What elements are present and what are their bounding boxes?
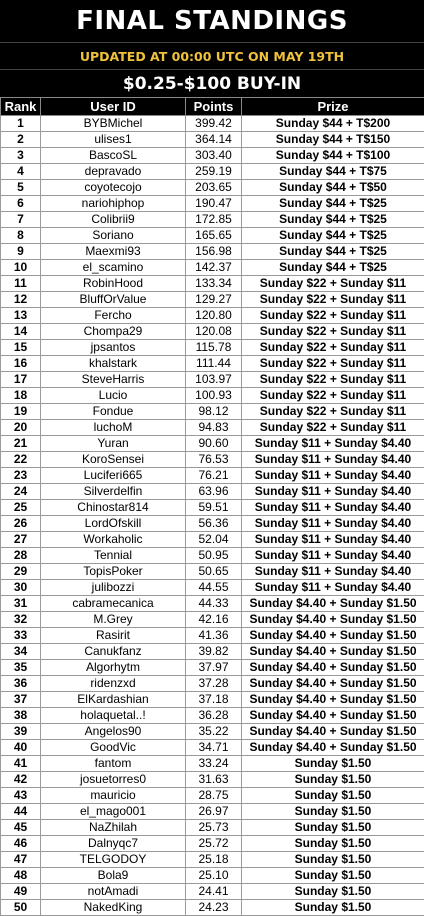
user-id-cell: RobinHood xyxy=(41,276,186,292)
table-row xyxy=(1,820,424,836)
points-cell: 115.78 xyxy=(186,340,242,356)
rank-cell: 5 xyxy=(1,180,41,196)
prize-cell: Sunday $22 + Sunday $11 xyxy=(242,324,424,340)
points-cell: 90.60 xyxy=(186,436,242,452)
user-id-cell: TELGODOY xyxy=(41,852,186,868)
rank-cell: 25 xyxy=(1,500,41,516)
table-row xyxy=(1,660,424,676)
column-header-user-id: User ID xyxy=(41,98,186,116)
rank-cell: 44 xyxy=(1,804,41,820)
points-cell: 98.12 xyxy=(186,404,242,420)
column-header-rank: Rank xyxy=(1,98,41,116)
table-row xyxy=(1,772,424,788)
points-cell: 50.65 xyxy=(186,564,242,580)
prize-cell: Sunday $1.50 xyxy=(242,772,424,788)
points-cell: 76.21 xyxy=(186,468,242,484)
points-cell: 26.97 xyxy=(186,804,242,820)
prize-cell: Sunday $1.50 xyxy=(242,804,424,820)
prize-cell: Sunday $22 + Sunday $11 xyxy=(242,292,424,308)
rank-cell: 40 xyxy=(1,740,41,756)
prize-cell: Sunday $4.40 + Sunday $1.50 xyxy=(242,628,424,644)
table-row xyxy=(1,580,424,596)
points-cell: 37.28 xyxy=(186,676,242,692)
rank-cell: 18 xyxy=(1,388,41,404)
points-cell: 142.37 xyxy=(186,260,242,276)
prize-cell: Sunday $4.40 + Sunday $1.50 xyxy=(242,708,424,724)
rank-cell: 1 xyxy=(1,116,41,132)
user-id-cell: Canukfanz xyxy=(41,644,186,660)
user-id-cell: SteveHarris xyxy=(41,372,186,388)
points-cell: 24.41 xyxy=(186,884,242,900)
table-row xyxy=(1,260,424,276)
points-cell: 100.93 xyxy=(186,388,242,404)
table-row xyxy=(1,852,424,868)
table-row xyxy=(1,148,424,164)
user-id-cell: Tennial xyxy=(41,548,186,564)
rank-cell: 20 xyxy=(1,420,41,436)
user-id-cell: Angelos90 xyxy=(41,724,186,740)
user-id-cell: Algorhytm xyxy=(41,660,186,676)
user-id-cell: Dalnyqc7 xyxy=(41,836,186,852)
points-cell: 120.08 xyxy=(186,324,242,340)
rank-cell: 14 xyxy=(1,324,41,340)
user-id-cell: Chompa29 xyxy=(41,324,186,340)
table-row xyxy=(1,644,424,660)
points-cell: 103.97 xyxy=(186,372,242,388)
prize-cell: Sunday $22 + Sunday $11 xyxy=(242,308,424,324)
rank-cell: 12 xyxy=(1,292,41,308)
user-id-cell: Fercho xyxy=(41,308,186,324)
points-cell: 37.97 xyxy=(186,660,242,676)
user-id-cell: holaquetal..! xyxy=(41,708,186,724)
points-cell: 111.44 xyxy=(186,356,242,372)
prize-cell: Sunday $22 + Sunday $11 xyxy=(242,340,424,356)
points-cell: 25.72 xyxy=(186,836,242,852)
prize-cell: Sunday $22 + Sunday $11 xyxy=(242,420,424,436)
points-cell: 190.47 xyxy=(186,196,242,212)
table-row xyxy=(1,788,424,804)
points-cell: 203.65 xyxy=(186,180,242,196)
table-row xyxy=(1,676,424,692)
points-cell: 56.36 xyxy=(186,516,242,532)
points-cell: 37.18 xyxy=(186,692,242,708)
rank-cell: 3 xyxy=(1,148,41,164)
table-row xyxy=(1,548,424,564)
table-row xyxy=(1,612,424,628)
prize-cell: Sunday $11 + Sunday $4.40 xyxy=(242,532,424,548)
prize-cell: Sunday $22 + Sunday $11 xyxy=(242,404,424,420)
rank-cell: 9 xyxy=(1,244,41,260)
user-id-cell: Colibrii9 xyxy=(41,212,186,228)
prize-cell: Sunday $44 + T$25 xyxy=(242,244,424,260)
prize-cell: Sunday $4.40 + Sunday $1.50 xyxy=(242,724,424,740)
table-row xyxy=(1,628,424,644)
prize-cell: Sunday $4.40 + Sunday $1.50 xyxy=(242,660,424,676)
points-cell: 25.18 xyxy=(186,852,242,868)
table-row xyxy=(1,692,424,708)
rank-cell: 21 xyxy=(1,436,41,452)
rank-cell: 45 xyxy=(1,820,41,836)
rank-cell: 15 xyxy=(1,340,41,356)
points-cell: 259.19 xyxy=(186,164,242,180)
rank-cell: 42 xyxy=(1,772,41,788)
table-row xyxy=(1,244,424,260)
prize-cell: Sunday $1.50 xyxy=(242,868,424,884)
user-id-cell: Workaholic xyxy=(41,532,186,548)
points-cell: 303.40 xyxy=(186,148,242,164)
table-row xyxy=(1,388,424,404)
user-id-cell: Soriano xyxy=(41,228,186,244)
prize-cell: Sunday $11 + Sunday $4.40 xyxy=(242,564,424,580)
prize-cell: Sunday $22 + Sunday $11 xyxy=(242,276,424,292)
user-id-cell: NaZhilah xyxy=(41,820,186,836)
points-cell: 36.28 xyxy=(186,708,242,724)
prize-cell: Sunday $22 + Sunday $11 xyxy=(242,388,424,404)
user-id-cell: BascoSL xyxy=(41,148,186,164)
table-row xyxy=(1,372,424,388)
prize-cell: Sunday $4.40 + Sunday $1.50 xyxy=(242,692,424,708)
points-cell: 44.33 xyxy=(186,596,242,612)
table-row xyxy=(1,452,424,468)
table-row xyxy=(1,596,424,612)
prize-cell: Sunday $44 + T$200 xyxy=(242,116,424,132)
table-row xyxy=(1,212,424,228)
table-row xyxy=(1,836,424,852)
rank-cell: 16 xyxy=(1,356,41,372)
prize-cell: Sunday $4.40 + Sunday $1.50 xyxy=(242,740,424,756)
rank-cell: 35 xyxy=(1,660,41,676)
table-row xyxy=(1,468,424,484)
table-row xyxy=(1,708,424,724)
points-cell: 33.24 xyxy=(186,756,242,772)
rank-cell: 33 xyxy=(1,628,41,644)
rank-cell: 32 xyxy=(1,612,41,628)
user-id-cell: ElKardashian xyxy=(41,692,186,708)
rank-cell: 30 xyxy=(1,580,41,596)
rank-cell: 26 xyxy=(1,516,41,532)
points-cell: 399.42 xyxy=(186,116,242,132)
table-row xyxy=(1,900,424,916)
points-cell: 24.23 xyxy=(186,900,242,916)
table-row xyxy=(1,340,424,356)
points-cell: 52.04 xyxy=(186,532,242,548)
prize-cell: Sunday $1.50 xyxy=(242,788,424,804)
points-cell: 34.71 xyxy=(186,740,242,756)
user-id-cell: depravado xyxy=(41,164,186,180)
user-id-cell: NakedKing xyxy=(41,900,186,916)
prize-cell: Sunday $4.40 + Sunday $1.50 xyxy=(242,596,424,612)
table-row xyxy=(1,804,424,820)
prize-cell: Sunday $1.50 xyxy=(242,900,424,916)
points-cell: 156.98 xyxy=(186,244,242,260)
prize-cell: Sunday $4.40 + Sunday $1.50 xyxy=(242,676,424,692)
points-cell: 133.34 xyxy=(186,276,242,292)
rank-cell: 17 xyxy=(1,372,41,388)
table-row xyxy=(1,724,424,740)
user-id-cell: KoroSensei xyxy=(41,452,186,468)
user-id-cell: el_scamino xyxy=(41,260,186,276)
points-cell: 39.82 xyxy=(186,644,242,660)
user-id-cell: notAmadi xyxy=(41,884,186,900)
prize-cell: Sunday $11 + Sunday $4.40 xyxy=(242,468,424,484)
prize-cell: Sunday $44 + T$75 xyxy=(242,164,424,180)
points-cell: 50.95 xyxy=(186,548,242,564)
points-cell: 35.22 xyxy=(186,724,242,740)
points-cell: 42.16 xyxy=(186,612,242,628)
user-id-cell: Chinostar814 xyxy=(41,500,186,516)
user-id-cell: Luciferi665 xyxy=(41,468,186,484)
table-row xyxy=(1,564,424,580)
rank-cell: 49 xyxy=(1,884,41,900)
table-row xyxy=(1,740,424,756)
page-title: FINAL STANDINGS xyxy=(0,0,424,42)
table-row xyxy=(1,516,424,532)
user-id-cell: Bola9 xyxy=(41,868,186,884)
prize-cell: Sunday $1.50 xyxy=(242,756,424,772)
prize-cell: Sunday $11 + Sunday $4.40 xyxy=(242,516,424,532)
prize-cell: Sunday $11 + Sunday $4.40 xyxy=(242,580,424,596)
prize-cell: Sunday $11 + Sunday $4.40 xyxy=(242,436,424,452)
table-header-row xyxy=(1,98,424,116)
user-id-cell: julibozzi xyxy=(41,580,186,596)
points-cell: 364.14 xyxy=(186,132,242,148)
column-header-points: Points xyxy=(186,98,242,116)
points-cell: 28.75 xyxy=(186,788,242,804)
rank-cell: 2 xyxy=(1,132,41,148)
user-id-cell: Lucio xyxy=(41,388,186,404)
rank-cell: 38 xyxy=(1,708,41,724)
user-id-cell: jpsantos xyxy=(41,340,186,356)
standings-body xyxy=(1,116,424,916)
prize-cell: Sunday $44 + T$25 xyxy=(242,212,424,228)
user-id-cell: fantom xyxy=(41,756,186,772)
user-id-cell: M.Grey xyxy=(41,612,186,628)
table-row xyxy=(1,356,424,372)
points-cell: 44.55 xyxy=(186,580,242,596)
table-row xyxy=(1,532,424,548)
points-cell: 120.80 xyxy=(186,308,242,324)
user-id-cell: LordOfskill xyxy=(41,516,186,532)
table-row xyxy=(1,228,424,244)
prize-cell: Sunday $44 + T$150 xyxy=(242,132,424,148)
user-id-cell: mauricio xyxy=(41,788,186,804)
user-id-cell: Silverdelfin xyxy=(41,484,186,500)
rank-cell: 41 xyxy=(1,756,41,772)
rank-cell: 43 xyxy=(1,788,41,804)
prize-cell: Sunday $11 + Sunday $4.40 xyxy=(242,500,424,516)
rank-cell: 6 xyxy=(1,196,41,212)
prize-cell: Sunday $4.40 + Sunday $1.50 xyxy=(242,612,424,628)
user-id-cell: ridenzxd xyxy=(41,676,186,692)
buyin-range: $0.25-$100 BUY-IN xyxy=(0,70,424,97)
table-row xyxy=(1,404,424,420)
points-cell: 165.65 xyxy=(186,228,242,244)
points-cell: 129.27 xyxy=(186,292,242,308)
table-row xyxy=(1,116,424,132)
rank-cell: 37 xyxy=(1,692,41,708)
rank-cell: 46 xyxy=(1,836,41,852)
table-row xyxy=(1,884,424,900)
points-cell: 76.53 xyxy=(186,452,242,468)
user-id-cell: Yuran xyxy=(41,436,186,452)
user-id-cell: BYBMichel xyxy=(41,116,186,132)
rank-cell: 47 xyxy=(1,852,41,868)
rank-cell: 50 xyxy=(1,900,41,916)
user-id-cell: GoodVic xyxy=(41,740,186,756)
table-row xyxy=(1,500,424,516)
rank-cell: 22 xyxy=(1,452,41,468)
table-row xyxy=(1,292,424,308)
rank-cell: 13 xyxy=(1,308,41,324)
rank-cell: 27 xyxy=(1,532,41,548)
prize-cell: Sunday $11 + Sunday $4.40 xyxy=(242,548,424,564)
prize-cell: Sunday $1.50 xyxy=(242,884,424,900)
user-id-cell: Maexmi93 xyxy=(41,244,186,260)
rank-cell: 8 xyxy=(1,228,41,244)
table-row xyxy=(1,756,424,772)
table-row xyxy=(1,164,424,180)
points-cell: 63.96 xyxy=(186,484,242,500)
rank-cell: 31 xyxy=(1,596,41,612)
table-row xyxy=(1,324,424,340)
standings-table xyxy=(0,97,424,916)
rank-cell: 24 xyxy=(1,484,41,500)
prize-cell: Sunday $44 + T$100 xyxy=(242,148,424,164)
table-row xyxy=(1,276,424,292)
prize-cell: Sunday $11 + Sunday $4.40 xyxy=(242,484,424,500)
rank-cell: 28 xyxy=(1,548,41,564)
prize-cell: Sunday $1.50 xyxy=(242,820,424,836)
prize-cell: Sunday $22 + Sunday $11 xyxy=(242,372,424,388)
prize-cell: Sunday $1.50 xyxy=(242,836,424,852)
rank-cell: 48 xyxy=(1,868,41,884)
prize-cell: Sunday $1.50 xyxy=(242,852,424,868)
prize-cell: Sunday $22 + Sunday $11 xyxy=(242,356,424,372)
prize-cell: Sunday $44 + T$25 xyxy=(242,196,424,212)
prize-cell: Sunday $11 + Sunday $4.40 xyxy=(242,452,424,468)
points-cell: 31.63 xyxy=(186,772,242,788)
points-cell: 25.10 xyxy=(186,868,242,884)
user-id-cell: BluffOrValue xyxy=(41,292,186,308)
rank-cell: 39 xyxy=(1,724,41,740)
table-row xyxy=(1,180,424,196)
points-cell: 25.73 xyxy=(186,820,242,836)
rank-cell: 4 xyxy=(1,164,41,180)
user-id-cell: luchoM xyxy=(41,420,186,436)
table-row xyxy=(1,436,424,452)
user-id-cell: josuetorres0 xyxy=(41,772,186,788)
table-row xyxy=(1,308,424,324)
table-row xyxy=(1,420,424,436)
user-id-cell: khalstark xyxy=(41,356,186,372)
points-cell: 94.83 xyxy=(186,420,242,436)
rank-cell: 36 xyxy=(1,676,41,692)
user-id-cell: Rasirit xyxy=(41,628,186,644)
rank-cell: 11 xyxy=(1,276,41,292)
user-id-cell: nariohiphop xyxy=(41,196,186,212)
prize-cell: Sunday $44 + T$25 xyxy=(242,260,424,276)
prize-cell: Sunday $4.40 + Sunday $1.50 xyxy=(242,644,424,660)
rank-cell: 23 xyxy=(1,468,41,484)
rank-cell: 10 xyxy=(1,260,41,276)
table-row xyxy=(1,484,424,500)
user-id-cell: TopisPoker xyxy=(41,564,186,580)
updated-timestamp: UPDATED AT 00:00 UTC ON MAY 19TH xyxy=(0,42,424,70)
points-cell: 41.36 xyxy=(186,628,242,644)
user-id-cell: coyotecojo xyxy=(41,180,186,196)
table-row xyxy=(1,196,424,212)
user-id-cell: cabramecanica xyxy=(41,596,186,612)
table-row xyxy=(1,132,424,148)
rank-cell: 29 xyxy=(1,564,41,580)
user-id-cell: Fondue xyxy=(41,404,186,420)
points-cell: 59.51 xyxy=(186,500,242,516)
prize-cell: Sunday $44 + T$25 xyxy=(242,228,424,244)
prize-cell: Sunday $44 + T$50 xyxy=(242,180,424,196)
rank-cell: 7 xyxy=(1,212,41,228)
user-id-cell: ulises1 xyxy=(41,132,186,148)
table-row xyxy=(1,868,424,884)
rank-cell: 34 xyxy=(1,644,41,660)
user-id-cell: el_mago001 xyxy=(41,804,186,820)
points-cell: 172.85 xyxy=(186,212,242,228)
rank-cell: 19 xyxy=(1,404,41,420)
column-header-prize: Prize xyxy=(242,98,424,116)
